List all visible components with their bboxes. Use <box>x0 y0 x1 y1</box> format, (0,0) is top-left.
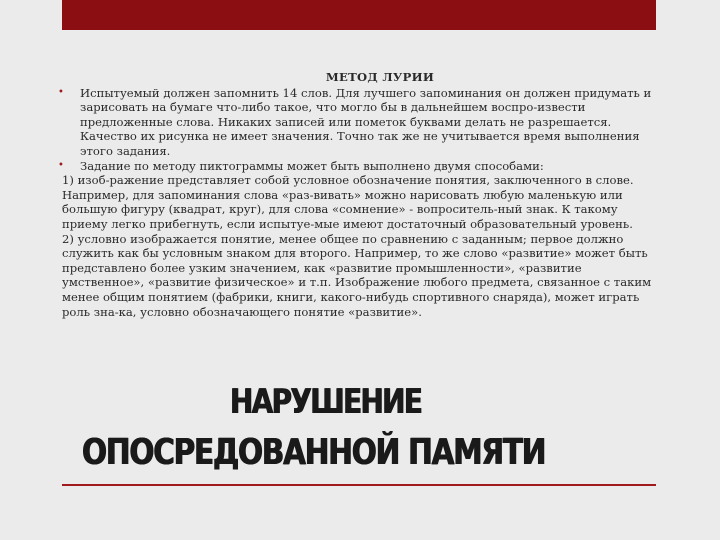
bullet-item <box>58 85 658 159</box>
method-paragraph-1: 1) изоб-ражение представляет собой условное обозначение понятия, заключенного в слове. Например, для запоминания слова «раз-вивать» можно нарисовать любую маленькую или большую фигуру (квадрат, круг), для слова «сомнение» - вопроситель-ный знак. К такому приему легко прибегнуть, если испытуе-мые имеют достаточный образовательный уровень. <box>62 173 634 231</box>
title-line-1: НАРУШЕНИЕ <box>230 382 422 422</box>
title-line-2: ОПОСРЕДОВАННОЙ ПАМЯТИ <box>82 432 546 473</box>
bullet-icon: • <box>58 159 64 171</box>
bullet-text: Задание по методу пиктограммы может быть выполнено двумя способами: <box>80 158 544 173</box>
method-paragraph-2: 2) условно изображается понятие, менее общее по сравнению с заданным; первое должно служить как бы условным знаком для второго. Например, то же слово «развитие» может быть представлено более узким значением, как «развитие промышленности», «развитие умственное», «развитие физическое» и т.п. Изображение любого предмета, связанное с таким менее общим понятием (фабрики, книги, какого-нибудь спортивного снаряда), может играть роль зна-ка, условно обозначающего понятие «развитие». <box>62 231 652 319</box>
top-banner <box>62 0 656 30</box>
bullet-icon: • <box>58 86 64 98</box>
bullet-item <box>58 158 658 174</box>
slide-heading: МЕТОД ЛУРИИ <box>325 70 435 84</box>
slide-body <box>58 70 658 319</box>
bottom-divider <box>62 484 656 486</box>
bullet-text: Испытуемый должен запомнить 14 слов. Для лучшего запоминания он должен придумать и зарисовать на бумаге что-либо такое, что могло бы в дальнейшем воспро-извести предложенные слова. Никаких записей или пометок буквами делать не разрешается. Качество их рисунка не имеет значения. Точно так же не учитывается время выполнения этого задания. <box>80 85 652 158</box>
